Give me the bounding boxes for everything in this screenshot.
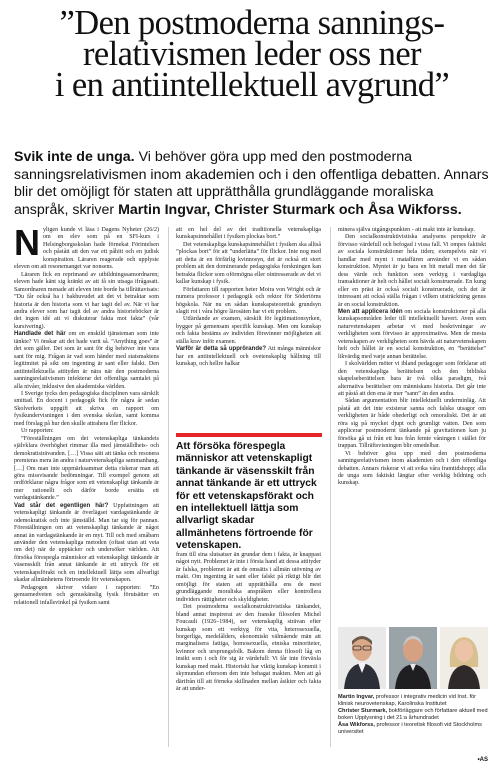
subheading: Varför är detta så upprörande? (176, 346, 267, 353)
column-3: minera själva utgångspunkten - att makt inte är kunskap. Den socialkonstruktivistiska analysens perspektiv är förvisso värdefull och befogad i vissa fall. Vi ompes faktiskt av sociala konstruktioner hela tiden; exempelvis när vi handlar med mynt i mataffären använder vi en sådan konstruktion. Myntet är ju bara en bit metall men det får dess värde och funktion som verktyg i vardagliga transaktioner är helt och hållet socialt konstruerade. En kung eller en präst är också socialt konstruerade, och det är intressant att också ställa frågan i vilken utsträckning genus är en social konstruktion. Men att applicera idén om sociala konstruktioner på alla kunskapsområden leder till intellektuellt haveri. Aven som naturvetenskapen arbetar vi med beskrivningar av verkligheten som förvisso är approximativa. Men de mesta vetenskapen av verkligheten som hävda att naturvetenskapen helt och hållet är en social konstruktion, en ”berättelse” likvärdig med varje annan berättelse. I skolvärlden möter vi ibland pedagoger som förklarar att den vetenskapliga berättelsen och den bibliska skapelseberättelsen bara är två olika paradigm, två alternativa berättelser om människans historia. Det går inte att påstå att den ena är mer ”sann” än den andra. Sådan argumentation blir intellektuellt underminläg. Att påstå att det inte existerar sanna och falska utsagor om verkligheten är både ohederligt och omoraliskt. Det är att röra sig på mycket djupt och grumligt vatten. Den som applicerar postmodernt tänkande på gravitationen kan ju försöka gå ut från ett hus från femte våningen i stället för trappan. Tillräftsvisningen blir omedelbar. Vi behöver göra upp med den postmoderna sanningsrelativismen inom akademien och i den offentliga debatten. Annars riskerar vi att svika våra framtidshopp; alla de unga som faktiskt längtar efter verklig bildning och kunskap. (338, 227, 486, 487)
portrait-martin-ingvar (338, 627, 386, 689)
pull-quote-text: Att försöka förespegla människor att vetenskapligt tänkande är väsensskilt från annat tänkande är ett uttryck för ett vetenskapsförakt och en intellektuell lättja som allvarligt skadar allmänhetens förtroende för vetenskapen. (176, 441, 317, 552)
paragraph: Det vetenskapliga kunskapsinnehållet i fysiken ska alltså ”plockas bort” för att ”underlätta” för flickor. Inte nog med att detta är en förfärlig kvinnosyn, det är också ett stort problem att den dominerande pedagogiska forskningen kan betrakta flickor som oförmögna eller ointresserade av det vi kallar kunskap i fysik. (176, 241, 321, 286)
paragraph: I Sverige tycks den pedagogiska disciplinen vara särskilt smittad. En docent i pedagogik fick för några år sedan Skolverkets uppgift att skriva en rapport om fysikundervisningen i den svenska skolan, samt komma med förslag på hur den skulle attrahera fler flickor. (14, 390, 159, 427)
column-2: att en hel del av det traditionella vetenskapliga kunskapsinnehållet i fysiken plockas bort.” Det vetenskapliga kunskapsinnehållet i fysiken ska alltså ”plockas bort” för att ”underlätta” för flickor. Inte nog med att detta är en förfärlig kvinnosyn, det är också ett stort problem att den dominerande pedagogiska forskningen kan betrakta flickor som oförmögna eller ointresserade av det vi kallar kunskap i fysik. Författaren till rapporten heter Moira von Wright och är numera professor i pedagogik och rektor för Södertörns högskola. När nu en sådan kunskapsteoretisk grundsyn slagit rot i våra högre lärosäten har vi ett problem. Utfärdande av examen, särskilt för legitimationsyrken, bygger på gemensam specifik kunskap. Men om kunskap och fakta bestäms av individen försvinner möjligheten att ställa krav inför examen. Varför är detta så upprörande? Att många människor har en antiintellektuell och ovetenskaplig hållning till kunskap, och hellre halkar (176, 227, 322, 368)
ingress-body: Vi behöver göra upp med den postmoderna sanningsrelativismen inom akademien och i den offentliga debatten. Annars blir det omöjligt för staten att upprätthålla grundläggande moraliska anspråk, skriver (14, 149, 489, 218)
paragraph: Den socialkonstruktivistiska analysens perspektiv är förvisso värdefull och befogad i vissa fall. Vi ompes faktiskt av sociala konstruktioner hela tiden; exempelvis när vi handlar med mynt i mataffären använder vi en sådan konstruktion. Myntet är ju bara en bit metall men det får dess värde och funktion som verktyg i vardagliga transaktioner är helt och hållet socialt konstruerade. En kung eller en präst är också socialt konstruerade, och det är intressant att också ställa frågan i vilken utsträckning genus är en social konstruktion. (338, 234, 486, 308)
column-divider (330, 227, 331, 747)
paragraph: fram till sina slutsatser än grundar dem i fakta, är knappast något nytt. Problemet är inte i första hand att dessa attityder är falska, problemet är att de omsätts i allmän utövning av makt. Om ingenting är sant eller falskt på riktigt blir det omöjligt för staten att upprätthålla ens de mest grundläggande moraliska anspråken eller kontrollera individers rättigheter och skyldigheter. (176, 552, 321, 603)
paragraph: Pedagogen skriver vidare i rapporten: ”En genusmedveten och genuskänslig fysik förutsätter en relationell infallsvinkel på fysiken samt (14, 584, 159, 606)
headline-line-1: ”Den postmoderna sannings- (59, 4, 445, 42)
headline (14, 4, 490, 104)
pull-quote (176, 433, 322, 553)
paragraph: ”Föreställningen om det vetenskapliga tänkandets självklara överhöghet rimmar illa med jämställdhets- och demokratisträvanden. […] Vissa sätt att tänka och resonera premieras mera än andra i naturvetenskapliga sammanhang. […] Om man inte uppmärksammar detta riskerar man att göra missvisande bedömningar. Till exempel genom att ordförklarar några frågor som ett vetenskapligt tänkande är mer rationellt och därför borde ersätta ett vardagstänkande.” (14, 435, 159, 502)
ingress (14, 149, 490, 219)
author-captions (338, 694, 488, 737)
paragraph: Sådan argumentation blir intellektuellt underminläg. Att påstå att det inte existerar sanna och falska utsagor om verkligheten är både ohederligt och omoraliskt. Det är att röra sig på mycket djupt och grumligt vatten. Den som applicerar postmodernt tänkande på gravitationen kan ju försöka gå ut från ett hus från femte våningen i stället för trappan. Tillräftsvisningen blir omedelbar. (338, 398, 486, 450)
headline-line-2: relativismen leder oss ner (83, 35, 421, 73)
drop-cap: N (14, 222, 40, 263)
subheading: Handlade det här (14, 331, 66, 338)
paragraph: Ur rapporten: (21, 428, 54, 435)
portrait-asa-wikforss (440, 627, 488, 689)
column-2-continued (176, 552, 321, 694)
paragraph: Nyligen kunde vi läsa i Dagens Nyheter (26/2) om en elev som på en SFI-kurs i Helsingborgsskolan hade förnekat Förintelsen och påstått att den var ett påhitt och en judisk konspiration. Läraren reagerade och upplyste eleven om att resonemanget var nonsens. (14, 222, 159, 271)
caption-martin-ingvar: Martin Ingvar, professor i integrativ medicin vid Inst. för klinisk neurovetenskap, Karolinska Institutet (338, 694, 477, 708)
paragraph: I skolvärlden möter vi ibland pedagoger som förklarar att den vetenskapliga berättelsen och den bibliska skapelseberättelsen bara är två olika paradigm, två alternativa berättelser om människans historia. Det går inte att påstå att den ena är mer ”sann” än den andra. (338, 361, 486, 397)
page-signature: •AS (477, 757, 488, 763)
subheading: Vad står det egentligen här? (14, 502, 109, 509)
paragraph: Utfärdande av examen, särskilt för legitimationsyrken, bygger på gemensam specifik kunskap. Men om kunskap och fakta bestäms av individen försvinner möjligheten att ställa krav inför examen. (176, 316, 321, 345)
paragraph: Författaren till rapporten heter Moira von Wright och är numera professor i pedagogik och rektor för Södertörns högskola. När nu en sådan kunskapsteoretisk grundsyn slagit rot i våra högre lärosäten har vi ett problem. (176, 286, 321, 315)
ingress-authors: Martin Ingvar, Christer Sturmark och Åsa Wikforss. (118, 201, 462, 218)
column-1: Nyligen kunde vi läsa i Dagens Nyheter (26/2) om en elev som på en SFI-kurs i Helsingborgsskolan hade förnekat Förintelsen och påstått att den var ett påhitt och en judisk konspiration. Läraren reagerade och upplyste eleven om att resonemanget var nonsens. Läraren fick en reprimand av utbildningssamordnaren; eleven hade känt sig kränkt av att få sin utsaga ifrågasatt. Samordnaren menade att eleven inte borde ha tillrättavisats: ”Du får också ha i bakhuvudet att det vi betraktar som historia är den historia som vi har tagit del av. När vi har andra elever som har tagit del av andra historieböcker är det ingen idé att vi diskuterar fakta mot fakta” (vår kursivering). Handlade det här om en enskild tjänsteman som inte tänkte? Vi önskar att det hade varit så. ”Anything goes” är det som gäller. Det som är sant för dig behöver inte vara sant för mig. Frågan är vad som händer med statsmaktens legitimitet på sikt om ingenting är sant eller falskt. Den antiintellektuella attityden är nära när den postmoderna sanningsrelativismen infekterar det offentliga samtalet på alla nivåer, inklusive den akademiska världen. I Sverige tycks den pedagogiska disciplinen vara särskilt smittad. En docent i pedagogik fick för några år sedan Skolverkets uppgift att skriva en rapport om fysikundervisningen i den svenska skolan, samt komma med förslag på hur den skulle attrahera fler flickor. Ur rapporten: ”Föreställningen om det vetenskapliga tänkandets självklara överhöghet rimmar illa med jämställdhets- och demokratisträvanden. […] Vissa sätt att tänka och resonera premieras mera än andra i naturvetenskapliga sammanhang. […] Om man inte uppmärksammar detta riskerar man att göra missvisande bedömningar. Till exempel genom att ordförklarar några frågor som ett vetenskapligt tänkande är mer rationellt och därför borde ersätta ett vardagstänkande.” Vad står det egentligen här? Uppfattningen att vetenskapligt tänkande är överlägset vardagstänkande är odemokratisk och inte jämställd. Man tar sig för pannan. Föreställningen om att vetenskapligt tänkande är något annat än vardagstänkande är en myt. Till och med småbarn använder den vetenskapliga metoden (oftast utan att veta om det) när de upptäcker och undersöker världen. Att försöka förespegla människor att vetenskapligt tänkande är väsensskilt från annat tänkande är ett uttryck för ett vetenskapsförakt och en intellektuell lättja som allvarligt skadar allmänhetens förtroende för vetenskapen. Pedagogen skriver vidare i rapporten: ”En genusmedveten och genuskänslig fysik förutsätter en relationell infallsvinkel på fysiken samt (14, 222, 159, 606)
portrait-christer-sturmark (389, 627, 437, 689)
paragraph: Vi behöver göra upp med den postmoderna sanningsrelativismen inom akademien och i den offentliga debatten. Annars riskerar vi att svika våra framtidshopp; alla de unga som faktiskt längtar efter verklig bildning och kunskap. (338, 450, 486, 487)
subheading: Men att applicera idén (338, 308, 403, 315)
paragraph: Läraren fick en reprimand av utbildningssamordnaren; eleven hade känt sig kränkt av att få sin utsaga ifrågasatt. Samordnaren menade att eleven inte borde ha tillrättavisats: ”Du får också ha i bakhuvudet att det vi betraktar som historia är den historia som vi har tagit del av. När vi har andra elever som har tagit del av andra historieböcker är det ingen idé att vi diskuterar fakta mot fakta” (vår kursivering). (14, 271, 159, 330)
ingress-lead: Svik inte de unga. (14, 149, 135, 165)
paragraph: att en hel del av det traditionella vetenskapliga kunskapsinnehållet i fysiken plockas bort.” (176, 227, 321, 241)
caption-christer-sturmark: Christer Sturmark, bokförläggare och författare aktuell med boken Upplysning i det 21:a århundradet (338, 708, 488, 722)
paragraph: Det postmoderna socialkonstruktivistiska tänkandet, bland annat inspirerat av den franske filosofen Michel Foucault (1926–1984), ser vetenskaplig strävan efter kunskap som ett verktyg för vita, heterosexuella, borgerliga, medelålders, ekonomiskt välmående män att marginalisera fattiga, homosexuella, etniska minoriteter, kvinnor och ursprungsfolk. Bakom denna filosofi låg en insikt som i och för sig är värdefull: Vi får inte förväxla kunskap med makt. Historiskt har viktig kunskap kommit i skymundan eftersom den inte behagat makten. Men att gå därifrån till att förneka skillnaden mellan åsikter och fakta är att under- (176, 604, 321, 693)
column-divider (168, 227, 169, 747)
caption-asa-wikforss: Åsa Wikforss, professor i teoretisk filosofi vid Stockholms universitet (338, 722, 482, 736)
headline-line-3: i en antiintellektuell avgrund” (54, 66, 450, 104)
paragraph: minera själva utgångspunkten - att makt inte är kunskap. (338, 227, 475, 233)
author-photos (338, 627, 490, 689)
